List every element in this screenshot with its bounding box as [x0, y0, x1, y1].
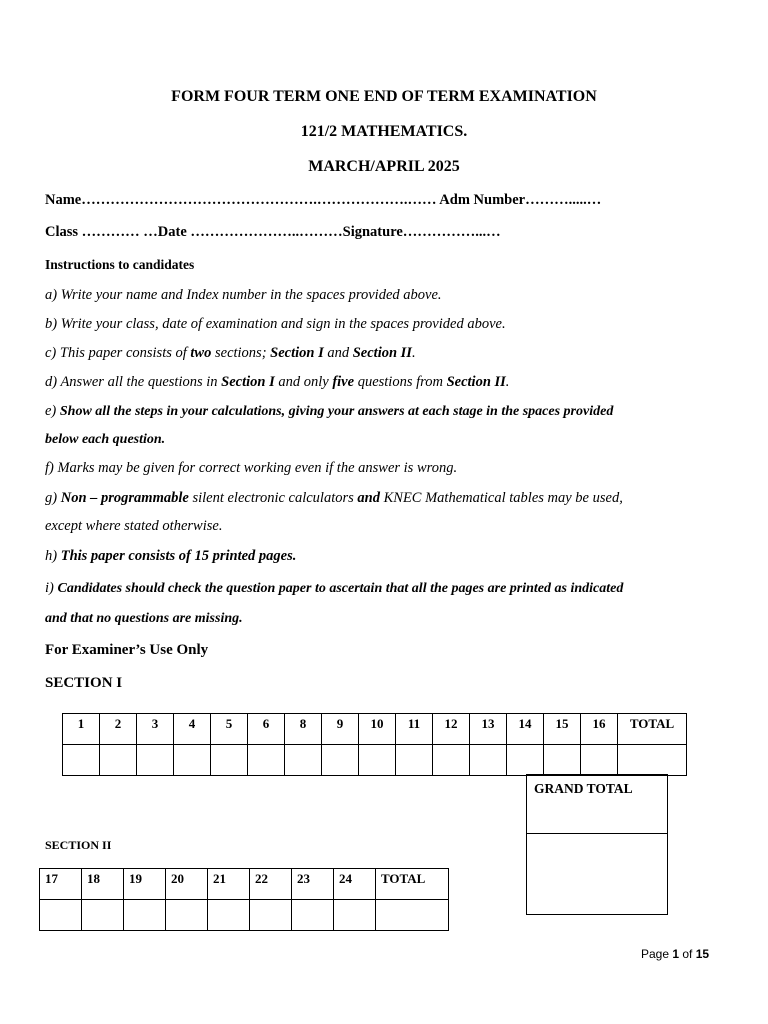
question-11-header	[396, 714, 433, 745]
page-current: 1	[672, 947, 680, 961]
question-15-header	[544, 714, 581, 745]
column-label: 3	[151, 716, 159, 731]
instruction-g-cont: except where stated otherwise.	[45, 518, 223, 534]
question-19-header	[124, 869, 166, 900]
instruction-c-emph: Section II	[352, 345, 412, 361]
section-2-marks-table	[39, 868, 449, 931]
instruction-e	[45, 403, 613, 420]
column-label: 11	[407, 716, 421, 731]
question-12-header	[433, 714, 470, 745]
grand-total-table	[526, 774, 668, 915]
column-label: 9	[336, 716, 344, 731]
column-label: 24	[339, 871, 352, 886]
question-17-score-cell[interactable]	[40, 900, 82, 931]
question-20-score-cell[interactable]	[166, 900, 208, 931]
section-2-label: SECTION II	[45, 838, 112, 852]
column-label: 19	[129, 871, 142, 886]
instruction-a: a) Write your name and Index number in the spaces provided above.	[45, 287, 442, 303]
exam-session: MARCH/APRIL 2025	[308, 158, 460, 175]
instruction-g-emph: and	[357, 490, 380, 506]
page-number	[641, 947, 709, 961]
section-2-header-row	[40, 869, 449, 900]
examiner-use-label: For Examiner’s Use Only	[45, 642, 209, 658]
instruction-e-emph: Show all the steps in your calculations, giving your answers at each stage in the spaces provided	[59, 404, 614, 419]
total-score-cell[interactable]	[618, 745, 687, 776]
section-1-header-row	[63, 714, 687, 745]
question-22-header	[250, 869, 292, 900]
column-label: 20	[171, 871, 184, 886]
exam-title: FORM FOUR TERM ONE END OF TERM EXAMINATION	[171, 88, 597, 105]
section-1-score-row	[63, 745, 687, 776]
instruction-d-text: and only	[274, 374, 333, 390]
column-label: TOTAL	[629, 716, 675, 731]
instructions-heading: Instructions to candidates	[45, 257, 195, 272]
instruction-d-text: d) Answer all the questions in	[45, 374, 222, 390]
column-label: 15	[555, 716, 569, 731]
instruction-d-emph: Section II	[446, 374, 506, 390]
column-label: 6	[262, 716, 270, 731]
instruction-c-text: and	[323, 345, 353, 361]
question-5-score-cell[interactable]	[211, 745, 248, 776]
question-22-score-cell[interactable]	[250, 900, 292, 931]
instruction-g-text: KNEC Mathematical tables may be used,	[379, 490, 623, 506]
class-date-signature-field: Class ………… …Date …………………..………Signature……………...…	[45, 224, 501, 240]
grand-total-label: GRAND TOTAL	[534, 781, 633, 796]
question-12-score-cell[interactable]	[433, 745, 470, 776]
question-18-score-cell[interactable]	[82, 900, 124, 931]
instruction-e-cont: below each question.	[45, 432, 166, 447]
question-24-score-cell[interactable]	[334, 900, 376, 931]
page-total: 15	[695, 947, 710, 961]
instruction-b: b) Write your class, date of examination and sign in the spaces provided above.	[45, 316, 506, 332]
question-3-header	[137, 714, 174, 745]
instruction-i-text: i)	[45, 580, 58, 596]
column-label: 10	[370, 716, 384, 731]
total-column-header	[618, 714, 687, 745]
column-label: 16	[592, 716, 606, 731]
column-label: 5	[225, 716, 233, 731]
question-2-header	[100, 714, 137, 745]
question-23-score-cell[interactable]	[292, 900, 334, 931]
of-word: of	[679, 947, 696, 961]
question-1-score-cell[interactable]	[63, 745, 100, 776]
section-2-score-row	[40, 900, 449, 931]
question-4-score-cell[interactable]	[174, 745, 211, 776]
question-10-header	[359, 714, 396, 745]
question-15-score-cell[interactable]	[544, 745, 581, 776]
column-label: 12	[444, 716, 458, 731]
question-21-score-cell[interactable]	[208, 900, 250, 931]
paper-code: 121/2 MATHEMATICS.	[300, 123, 468, 140]
instruction-i	[45, 580, 623, 597]
instruction-e-text: e)	[45, 403, 60, 419]
column-label: 8	[299, 716, 307, 731]
instruction-d-text: questions from	[354, 374, 447, 390]
instruction-g-text: silent electronic calculators	[188, 490, 358, 506]
instruction-d	[45, 374, 509, 391]
instruction-d-emph: Section I	[221, 374, 275, 390]
instruction-d-text: .	[505, 374, 510, 390]
total-column-header	[376, 869, 449, 900]
question-16-score-cell[interactable]	[581, 745, 618, 776]
page-word: Page	[641, 947, 673, 961]
question-2-score-cell[interactable]	[100, 745, 137, 776]
name-adm-field: Name………………………………………….……………….…… Adm Number……….....…	[45, 192, 602, 208]
instruction-c	[45, 345, 416, 362]
instruction-c-emph: two	[190, 345, 212, 361]
question-21-header	[208, 869, 250, 900]
column-label: TOTAL	[381, 871, 426, 886]
question-14-header	[507, 714, 544, 745]
column-label: 23	[297, 871, 310, 886]
column-label: 13	[481, 716, 495, 731]
instruction-i-cont: and that no questions are missing.	[45, 611, 243, 626]
question-23-header	[292, 869, 334, 900]
instruction-c-text: sections;	[211, 345, 271, 361]
instruction-f: f) Marks may be given for correct working even if the answer is wrong.	[45, 460, 458, 476]
question-3-score-cell[interactable]	[137, 745, 174, 776]
question-9-header	[322, 714, 359, 745]
question-9-score-cell[interactable]	[322, 745, 359, 776]
grand-total-header-cell	[527, 775, 668, 834]
column-label: 21	[213, 871, 226, 886]
question-18-header	[82, 869, 124, 900]
total-score-cell[interactable]	[376, 900, 449, 931]
column-label: 18	[87, 871, 100, 886]
instruction-g	[45, 490, 623, 507]
instruction-h	[45, 548, 296, 565]
instruction-h-text: h)	[45, 548, 61, 564]
question-13-score-cell[interactable]	[470, 745, 507, 776]
question-8-header	[285, 714, 322, 745]
instruction-c-text: .	[411, 345, 416, 361]
instruction-h-emph: This paper consists of 15 printed pages.	[60, 548, 297, 564]
column-label: 2	[114, 716, 122, 731]
question-4-header	[174, 714, 211, 745]
instruction-c-text: c) This paper consists of	[45, 345, 191, 361]
section-1-label: SECTION I	[45, 675, 123, 691]
instruction-i-emph: Candidates should check the question paper to ascertain that all the pages are printed as indicated	[57, 581, 624, 596]
instruction-g-text: g)	[45, 490, 61, 506]
question-6-header	[248, 714, 285, 745]
question-5-header	[211, 714, 248, 745]
question-10-score-cell[interactable]	[359, 745, 396, 776]
question-6-score-cell[interactable]	[248, 745, 285, 776]
question-24-header	[334, 869, 376, 900]
column-label: 17	[45, 871, 58, 886]
column-label: 4	[188, 716, 196, 731]
instruction-c-emph: Section I	[270, 345, 324, 361]
instruction-g-emph: Non – programmable	[60, 490, 189, 506]
question-8-score-cell[interactable]	[285, 745, 322, 776]
column-label: 1	[77, 716, 85, 731]
question-17-header	[40, 869, 82, 900]
question-16-header	[581, 714, 618, 745]
question-13-header	[470, 714, 507, 745]
instruction-d-emph: five	[332, 374, 355, 390]
column-label: 22	[255, 871, 268, 886]
question-14-score-cell[interactable]	[507, 745, 544, 776]
question-1-header	[63, 714, 100, 745]
question-19-score-cell[interactable]	[124, 900, 166, 931]
grand-total-score-cell[interactable]	[527, 834, 668, 915]
question-20-header	[166, 869, 208, 900]
column-label: 14	[518, 716, 532, 731]
section-1-marks-table	[62, 713, 687, 776]
question-11-score-cell[interactable]	[396, 745, 433, 776]
